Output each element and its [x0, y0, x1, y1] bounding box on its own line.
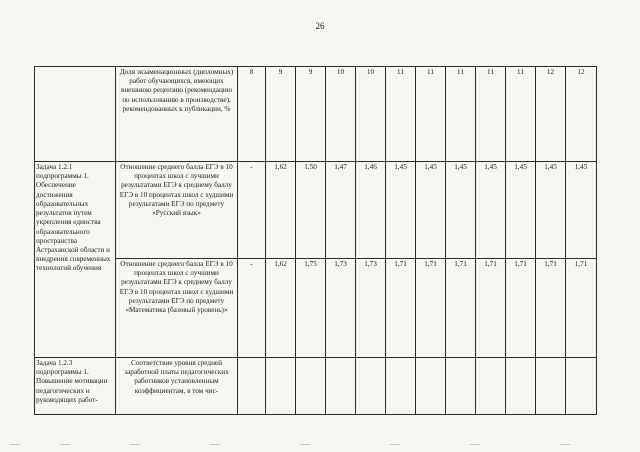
value-cell: 1,47 [326, 162, 356, 259]
value-cell: 1,71 [476, 259, 506, 358]
value-cell [416, 358, 446, 415]
value-cell: 1,45 [506, 162, 536, 259]
task-cell: Задача 1.2.3 подпрограммы 1. Повышение мотивации педагогических и руководящих работ- [35, 358, 116, 415]
value-cell: 1,45 [536, 162, 566, 259]
value-cell: 11 [476, 67, 506, 162]
value-cell: 8 [238, 67, 266, 162]
value-cell: 1,45 [566, 162, 597, 259]
value-cell: 9 [266, 67, 296, 162]
value-cell [266, 358, 296, 415]
value-cell: 1,62 [266, 259, 296, 358]
value-cell: 1,71 [416, 259, 446, 358]
value-cell [446, 358, 476, 415]
value-cell: 10 [326, 67, 356, 162]
value-cell: 9 [296, 67, 326, 162]
value-cell [356, 358, 386, 415]
value-cell: 1,71 [506, 259, 536, 358]
value-cell [386, 358, 416, 415]
value-cell [566, 358, 597, 415]
value-cell [536, 358, 566, 415]
indicators-table [34, 66, 597, 415]
value-cell: 1,62 [266, 162, 296, 259]
value-cell [238, 358, 266, 415]
task-cell: Задача 1.2.1 подпрограммы 1. Обеспечение достижения образовательных результатов путем укрепления единства образовательного пространства Астраханской области и внедрения современных технологий обучения [35, 162, 116, 358]
value-cell: - [238, 259, 266, 358]
value-cell: 11 [506, 67, 536, 162]
scan-noise [0, 438, 640, 452]
table-row [35, 162, 597, 259]
value-cell: 1,46 [356, 162, 386, 259]
value-cell: 1,71 [386, 259, 416, 358]
table-row [35, 259, 597, 358]
value-cell: 1,75 [296, 259, 326, 358]
value-cell: 11 [416, 67, 446, 162]
value-cell [326, 358, 356, 415]
table-row [35, 67, 597, 162]
value-cell: 11 [386, 67, 416, 162]
value-cell: - [238, 162, 266, 259]
value-cell: 1,73 [326, 259, 356, 358]
value-cell [296, 358, 326, 415]
value-cell: 1,45 [476, 162, 506, 259]
value-cell: 1,45 [416, 162, 446, 259]
value-cell: 1,71 [536, 259, 566, 358]
value-cell: 1,50 [296, 162, 326, 259]
value-cell: 1,45 [446, 162, 476, 259]
indicator-cell: Отношение среднего балла ЕГЭ в 10 процентах школ с лучшими результатами ЕГЭ к среднему баллу ЕГЭ в 10 процентах школ с худшими результатами ЕГЭ по предмету «Русский язык» [116, 162, 238, 259]
value-cell: 1,45 [386, 162, 416, 259]
value-cell: 10 [356, 67, 386, 162]
page-number: 26 [315, 21, 325, 31]
value-cell [476, 358, 506, 415]
task-cell [35, 67, 116, 162]
value-cell: 11 [446, 67, 476, 162]
value-cell: 1,73 [356, 259, 386, 358]
value-cell: 12 [536, 67, 566, 162]
value-cell [506, 358, 536, 415]
indicator-cell: Отношение среднего балла ЕГЭ в 10 процентах школ с лучшими результатами ЕГЭ к среднему баллу ЕГЭ в 10 процентах школ с худшими результатами ЕГЭ по предмету «Математика (базовый уровень)» [116, 259, 238, 358]
value-cell: 1,71 [566, 259, 597, 358]
value-cell: 12 [566, 67, 597, 162]
table-row [35, 358, 597, 415]
indicator-cell: Доля экзаменационных (дипломных) работ обучающихся, имеющих внешнюю рецензию (рекомендацию по использованию в производстве), рекомендованных к публикации, % [116, 67, 238, 162]
indicator-cell: Соответствие уровня средней заработной платы педагогических работников установленным коэффициентам, в том чис- [116, 358, 238, 415]
value-cell: 1,71 [446, 259, 476, 358]
